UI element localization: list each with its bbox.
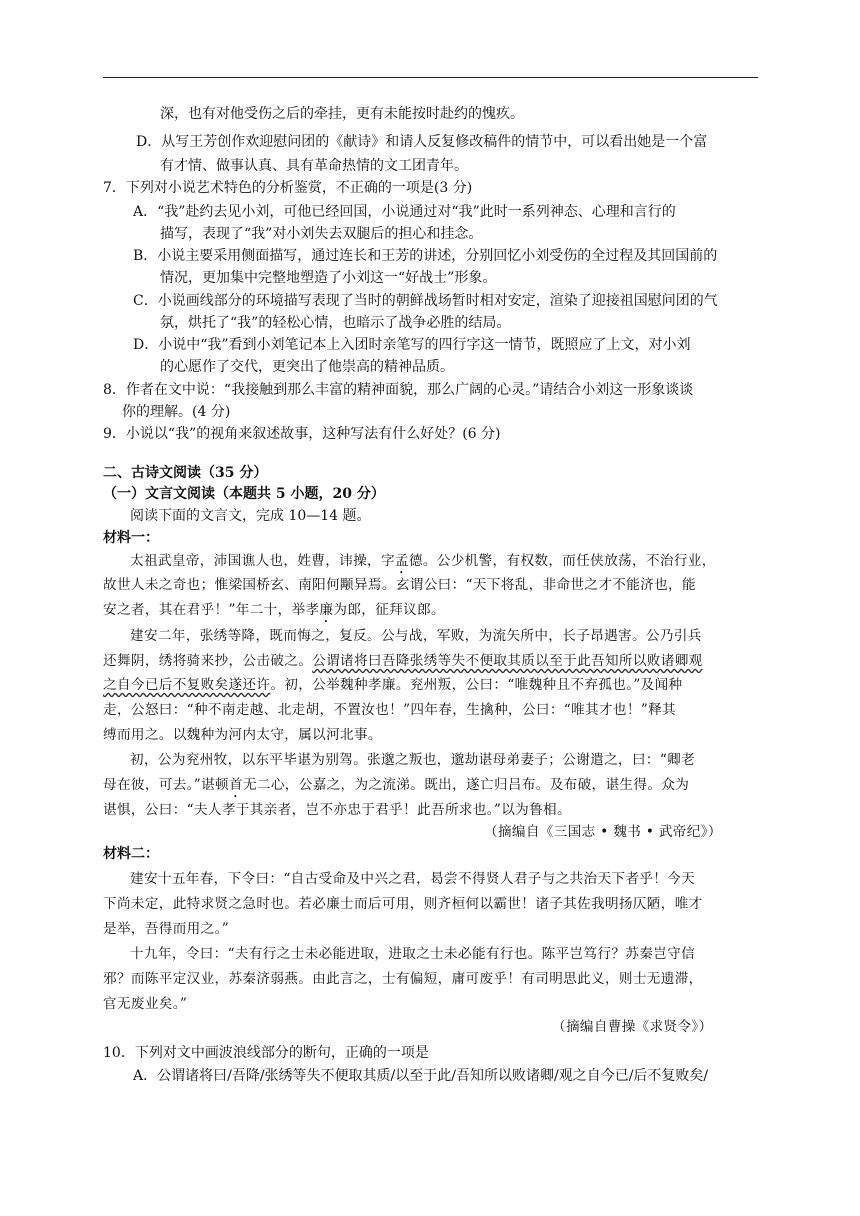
wavy-underlined-text: 之自今已后不复败矣遂还许 (103, 677, 271, 693)
option-b: B．小说主要采用侧面描写，通过连长和王芳的讲述，分别回忆小刘受伤的全过程及其回国前的 (133, 248, 718, 264)
passage-line (130, 551, 716, 577)
text-run: 为郎，征拜议郎。 (333, 602, 445, 618)
passage-line: 建安二年，张绣等降，既而悔之，复反。公与战，军败，为流矢所中，长子昂遇害。公乃引兵 (130, 628, 702, 644)
option-a: A．“我”赴约去见小刘，可他已经回国，小说通过对“我”此时一系列神态、心理和言行的 (133, 204, 676, 220)
material-label: 材料一： (103, 530, 159, 546)
passage-line: 走，公怒曰：“种不南走越、北走胡，不置汝也！”四年春，生擒种，公曰：“唯其才也！”释其 (103, 702, 677, 718)
option-c: C．小说画线部分的环境描写表现了当时的朝鲜战场暂时相对安定，渲染了迎接祖国慰问团的气 (133, 293, 718, 309)
passage-line (103, 651, 703, 671)
text-run: 。初，公举魏种孝廉。兖州叛，公曰：“唯魏种且不弃孤也。”及闻种 (270, 677, 683, 693)
text-line: 描写，表现了“我”对小刘失去双腿后的担心和挂念。 (160, 226, 483, 242)
text-line: 有才情、做事认真、具有革命热情的文工团青年。 (160, 158, 468, 174)
wavy-underlined-text: 公谓诸将曰吾降张绣等失不便取其质以至于此吾知所以败诸卿观 (312, 653, 703, 669)
emphasized-char: 孟 (394, 553, 409, 569)
passage-line: 邪？而陈平定汉业，苏秦济弱燕。由此言之，士有偏短，庸可废乎！有司明思此义，则士无遗滞， (103, 971, 703, 987)
passage-line (103, 675, 683, 695)
option-d: D．从写王芳创作欢迎慰问团的《献诗》和请人反复修改稿件的情节中，可以看出她是一个富 (136, 134, 708, 150)
passage-line: 建安十五年春，下令曰：“自古受命及中兴之君，曷尝不得贤人君子与之共治天下者乎！今天 (130, 871, 696, 887)
passage-line (103, 775, 689, 801)
passage-line: 缚而用之。以魏种为河内太守，属以河北事。 (103, 727, 382, 743)
passage-line: 初，公为兖州牧，以东平毕谌为别驾。张邈之叛也，邈劫谌母弟妻子；公谢遣之，曰：“卿老 (130, 752, 696, 768)
source-citation: （摘编自《三国志 • 魏书 • 武帝纪》） (484, 824, 722, 840)
passage-line: 谌惧，公曰：“夫人孝于其亲者，岂不亦忠于君乎！此吾所求也。”以为鲁相。 (103, 802, 571, 818)
text-line: 情况，更加集中完整地塑造了小刘这一“好战士”形象。 (160, 270, 497, 286)
option-d: D．小说中“我”看到小刘笔记本上入团时亲笔写的四行字这一情节，既照应了上文，对小刘 (133, 337, 691, 353)
text-run: 德。公少机警，有权数，而任侠放荡，不治行业， (408, 553, 716, 569)
text-run: 无二心，公嘉之，为之流涕。既出，遂亡归吕布。及布破，谌生得。众为 (242, 777, 690, 793)
text-run: 安之者，其在君乎！”年二十，举孝 (103, 602, 320, 618)
header-rule (103, 77, 758, 78)
passage-line: 故世人未之奇也；惟梁国桥玄、南阳何颙异焉。玄谓公曰：“天下将乱，非命世之才不能济也，能 (103, 577, 696, 593)
section-heading: 二、古诗文阅读（35 分） (103, 465, 268, 481)
passage-line: 是举，吾得而用之。” (103, 921, 229, 937)
subsection-heading: （一）文言文阅读（本题共 5 小题，20 分） (103, 486, 385, 502)
emphasized-char: 廉 (319, 602, 334, 618)
material-label: 材料二： (103, 846, 159, 862)
emphasized-char: 首 (229, 777, 243, 793)
text-run: 还舞阴，绣将骑来抄，公击破之。 (103, 653, 313, 669)
passage-line: 十九年，令曰：“夫有行之士未必能进取，进取之士未必能有行也。陈平岂笃行？苏秦岂守信 (130, 946, 696, 962)
source-citation: （摘编自曹操《求贤令》） (552, 1019, 713, 1035)
passage-line: 官无废业矣。” (103, 996, 188, 1012)
text-line: 你的理解。(4 分) (122, 404, 231, 420)
instruction: 阅读下面的文言文，完成 10—14 题。 (130, 508, 371, 524)
question-8: 8．作者在文中说：“我接触到那么丰富的精神面貌，那么广阔的心灵。”请结合小刘这一形象谈谈 (103, 382, 694, 398)
text-run: 母在彼，可去。”谌顿 (103, 777, 229, 793)
text-line: 氛，烘托了“我”的轻松心情，也暗示了战争必胜的结局。 (160, 315, 511, 331)
text-run: 太祖武皇帝，沛国谯人也，姓曹，讳操，字 (130, 553, 395, 569)
text-line: 深，也有对他受伤之后的牵挂，更有未能按时赴约的愧疚。 (160, 106, 524, 122)
passage-line: 下尚未定，此特求贤之急时也。若必廉士而后可用，则齐桓何以霸世！诸子其佐我明扬仄陋，唯才 (103, 896, 703, 912)
question-9: 9．小说以“我”的视角来叙述故事，这种写法有什么好处？(6 分) (103, 426, 501, 442)
text-line: 的心愿作了交代，更突出了他崇高的精神品质。 (160, 359, 454, 375)
question-7: 7．下列对小说艺术特色的分析鉴赏，不正确的一项是(3 分) (103, 180, 473, 196)
question-10: 10．下列对文中画波浪线部分的断句，正确的一项是 (103, 1045, 429, 1061)
passage-line (103, 600, 445, 626)
option-a: A．公谓诸将曰/吾降/张绣等失不便取其质/以至于此/吾知所以败诸卿/观之自今已/后不复败矣/ (133, 1068, 709, 1084)
